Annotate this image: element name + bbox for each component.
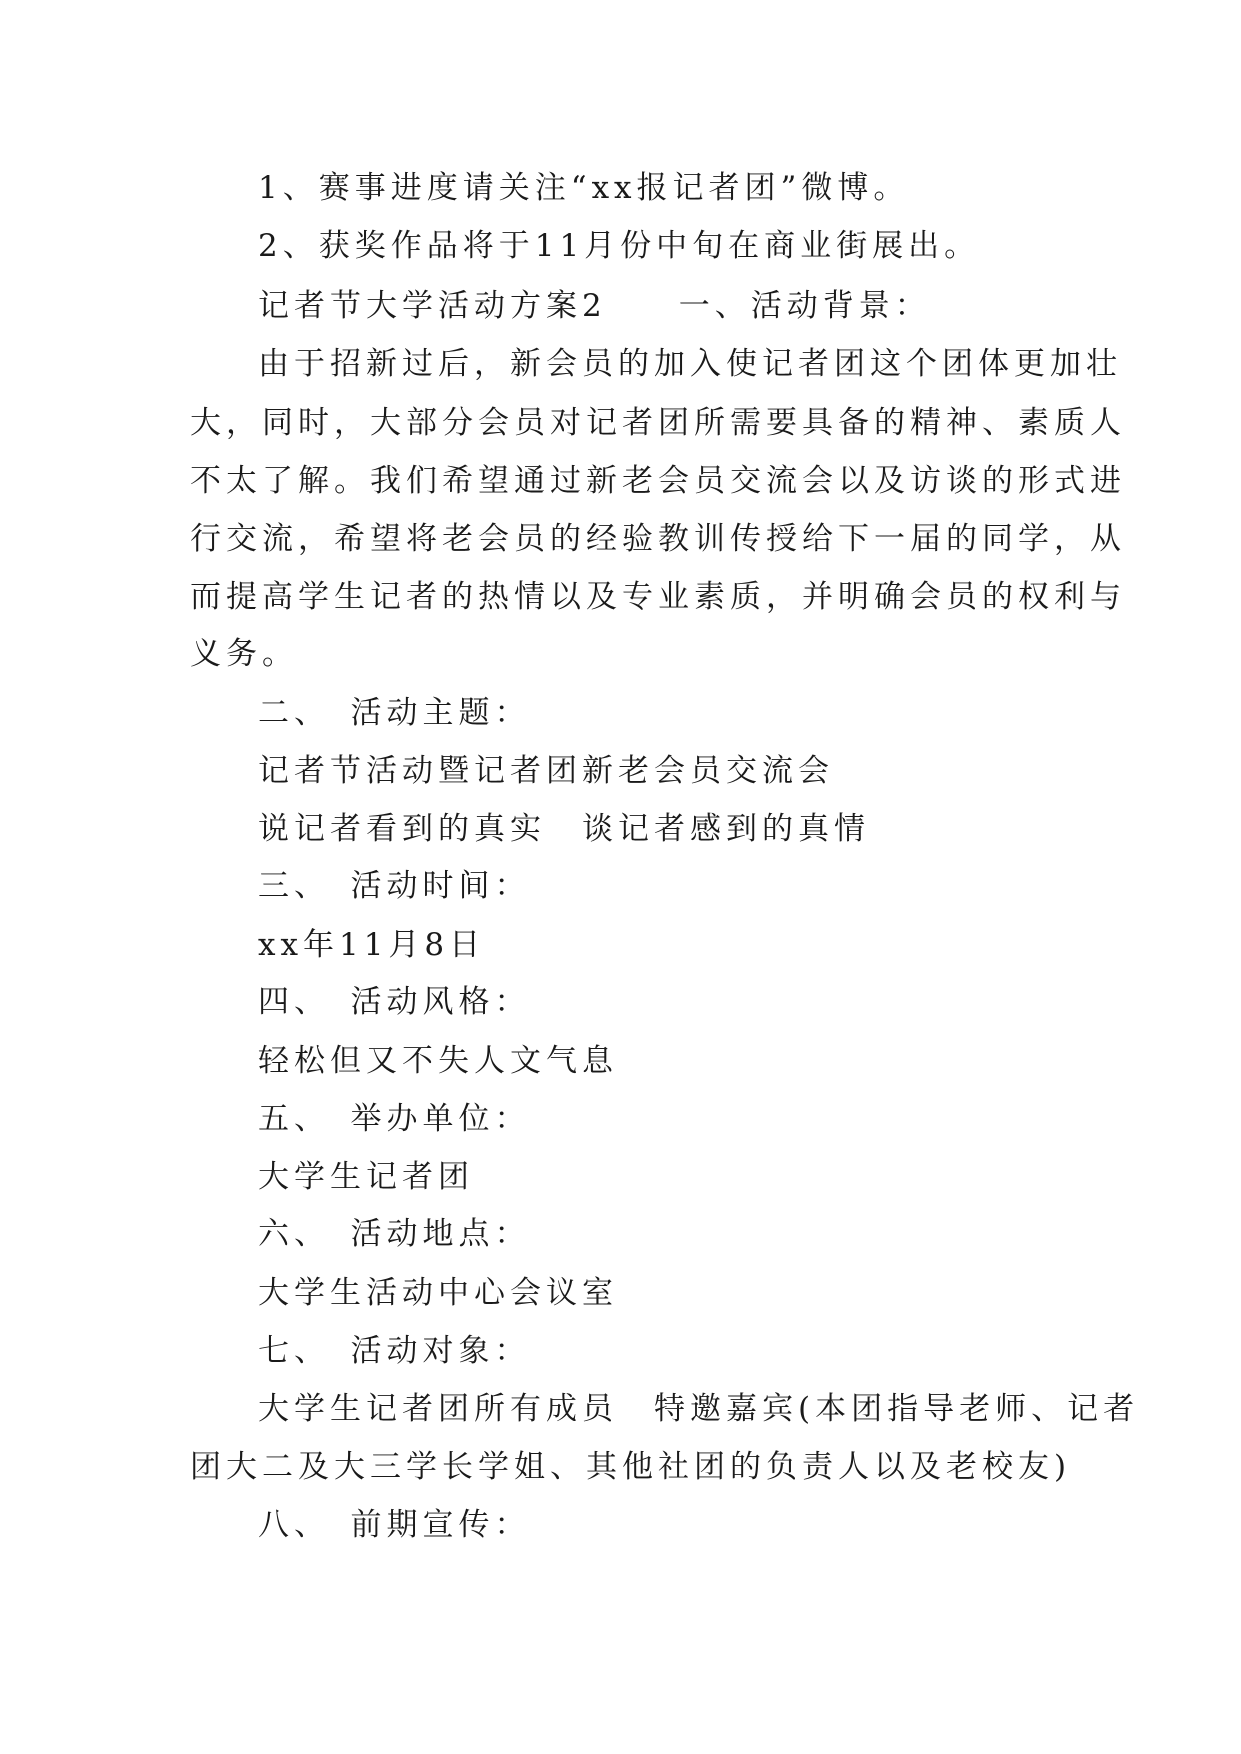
text-line: xx年11月8日 [258,927,486,963]
paragraph-line: 不太了解。我们希望通过新老会员交流会以及访谈的形式进 [190,463,1126,499]
text-line: 说记者看到的真实 谈记者感到的真情 [258,811,870,847]
paragraph-line: 行交流，希望将老会员的经验教训传授给下一届的同学，从 [190,521,1126,557]
section-heading: 二、 活动主题： [258,695,531,731]
text-line: 记者节活动暨记者团新老会员交流会 [258,753,834,789]
paragraph-line: 义务。 [190,636,298,672]
section-heading: 八、 前期宣传： [258,1507,531,1543]
section-heading: 记者节大学活动方案2 一、活动背景： [258,288,931,324]
paragraph-line: 团大二及大三学长学姐、其他社团的负责人以及老校友) [190,1449,1072,1485]
text-line: 1、赛事进度请关注“xx报记者团”微博。 [258,170,910,206]
section-heading: 三、 活动时间： [258,868,531,904]
text-line: 大学生活动中心会议室 [258,1275,618,1311]
section-heading: 七、 活动对象： [258,1333,531,1369]
text-line: 轻松但又不失人文气息 [258,1043,618,1079]
section-heading: 五、 举办单位： [258,1101,531,1137]
text-line: 2、获奖作品将于11月份中旬在商业街展出。 [258,228,981,264]
section-heading: 六、 活动地点： [258,1216,531,1252]
paragraph-line: 由于招新过后，新会员的加入使记者团这个团体更加壮 [258,346,1122,382]
paragraph-line: 大学生记者团所有成员 特邀嘉宾(本团指导老师、记者 [258,1391,1140,1427]
paragraph-line: 而提高学生记者的热情以及专业素质，并明确会员的权利与 [190,579,1126,615]
paragraph-line: 大，同时，大部分会员对记者团所需要具备的精神、素质人 [190,405,1126,441]
section-heading: 四、 活动风格： [258,984,531,1020]
text-line: 大学生记者团 [258,1159,474,1195]
